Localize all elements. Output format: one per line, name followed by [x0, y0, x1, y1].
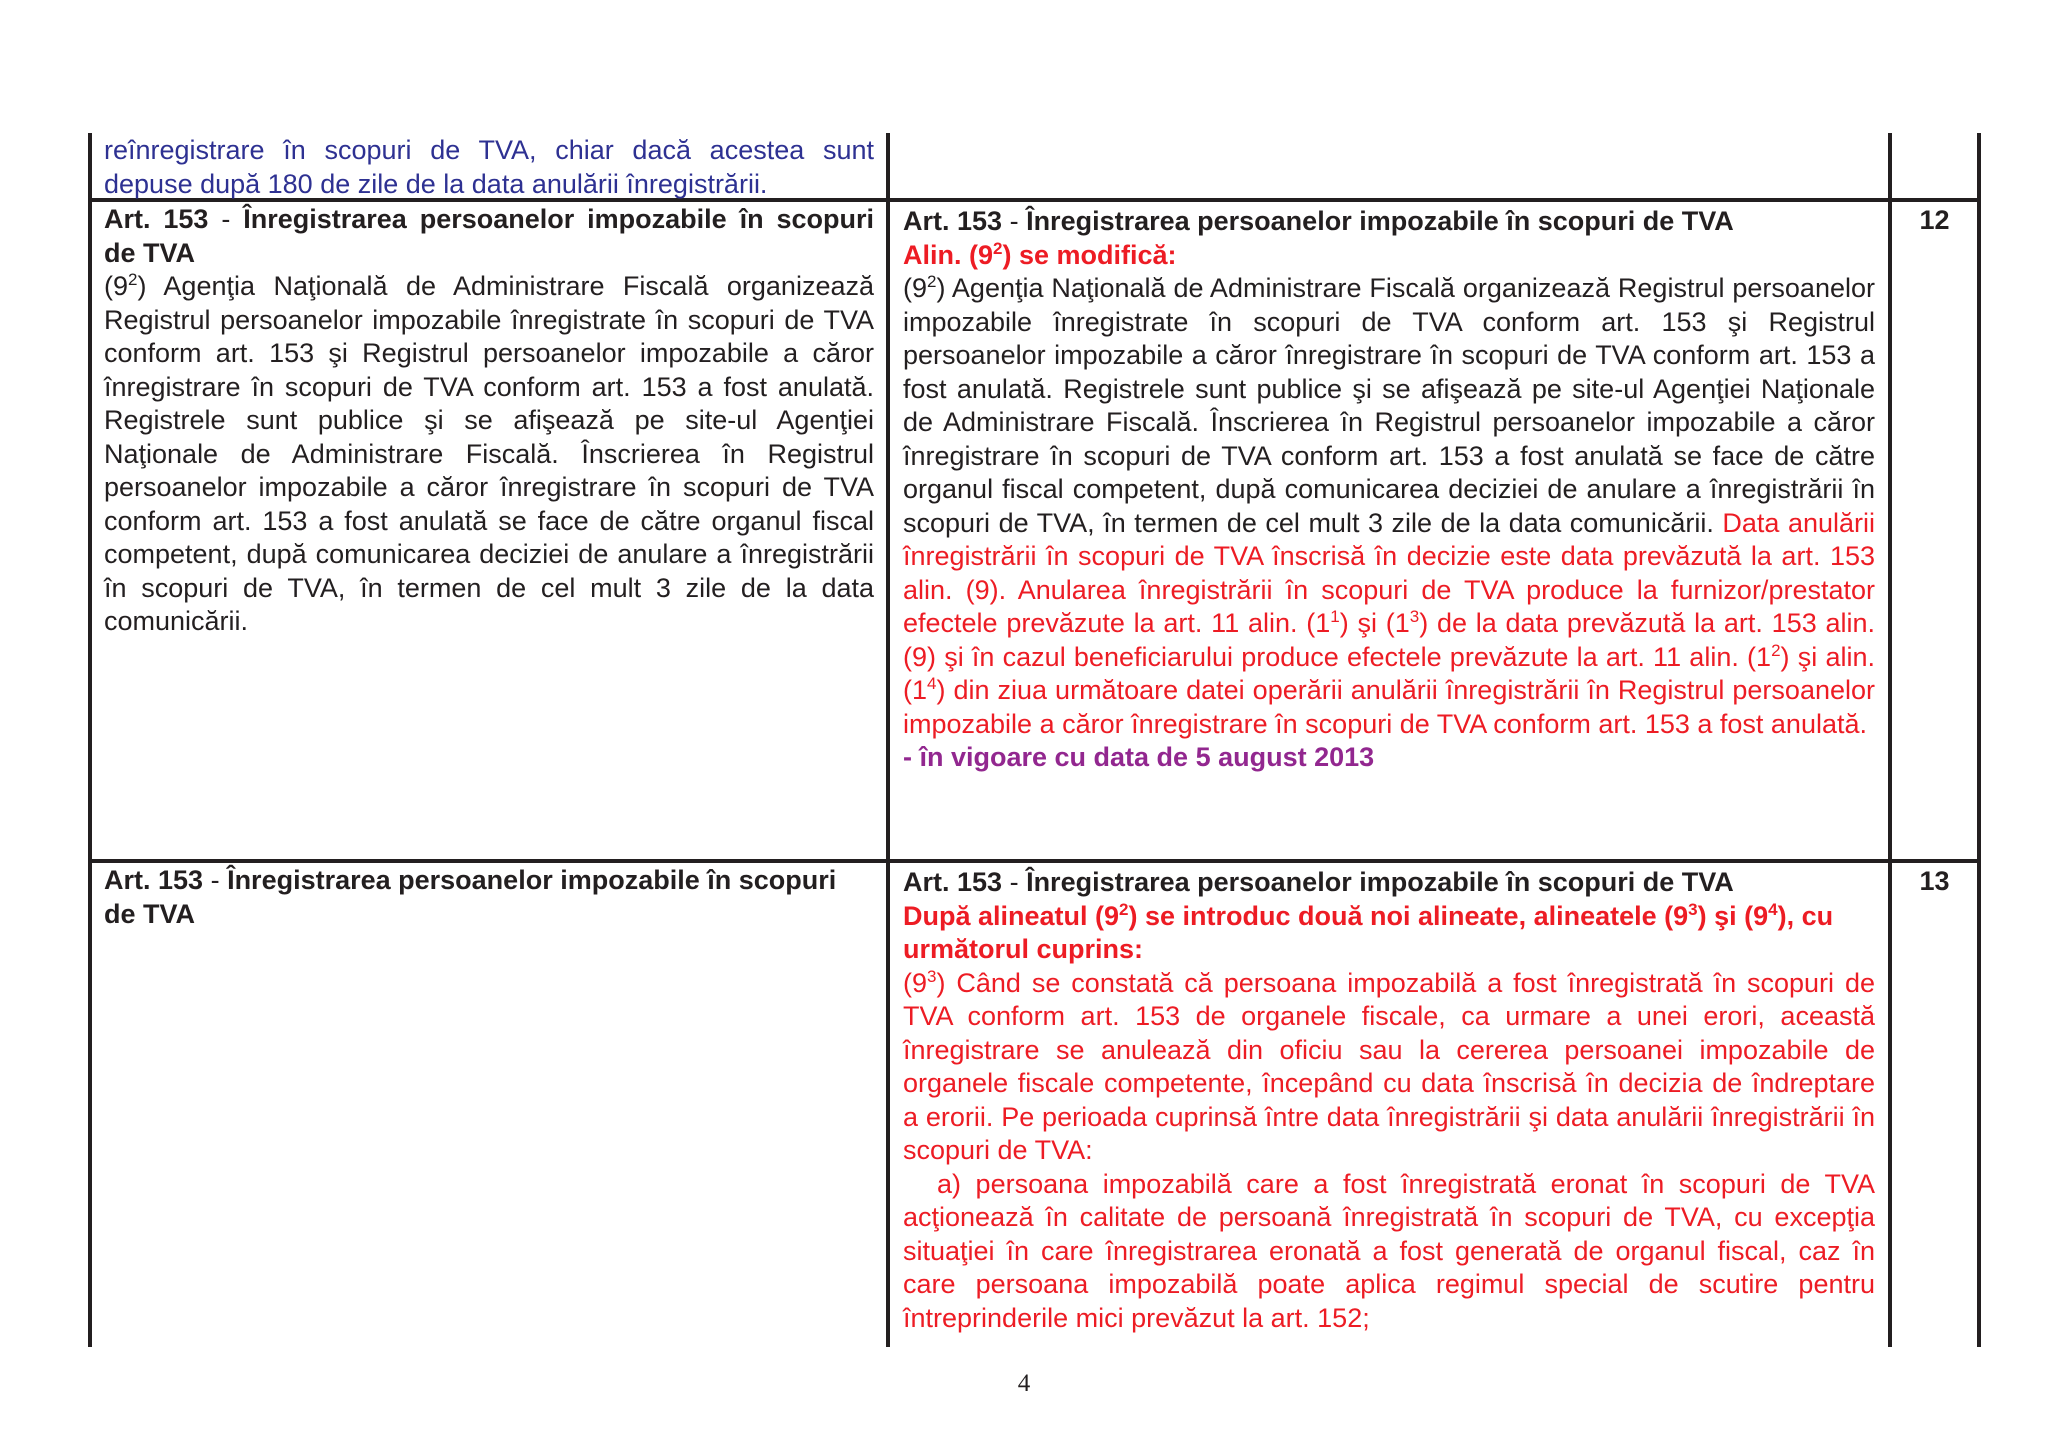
- paragraph-prefix: (9: [104, 271, 129, 301]
- article-title: Înregistrarea persoanelor impozabile în scopuri de TVA: [1026, 206, 1734, 236]
- page-number: 4: [1017, 1370, 1031, 1397]
- row0-amended-text: [890, 133, 1892, 202]
- superscript: 2: [128, 270, 138, 289]
- row1-current-heading: [104, 203, 874, 270]
- added-text: Data anulării înregistrării în scopuri de TVA înscrisă în decizie este data prevăzută la art. 153 alin. (9). Anularea înregistrării în scopuri de TVA produce la furnizor/prestator efectele prevăzute la art. 11 alin. $(1^1)$ şi $(1^3)$ de la data prevăzută la art. 153 alin. (9) şi în cazul beneficiarului produce efectele prevăzute la art. 11 alin. $(1^2)$ şi alin. $(1^4)$ din ziua următoare datei operării anulării înregistrării în Registrul persoanelor impozabile a căror înregistrare în scopuri de TVA conform art. 153 a fost anulată.: [903, 507, 1876, 739]
- article-number: Art. 153: [903, 206, 1003, 236]
- table-row: [88, 133, 1981, 202]
- row2-amended-text: [890, 863, 1892, 1347]
- row2-amended-heading: [903, 866, 1875, 900]
- article-number: Art. 153: [104, 204, 209, 234]
- amendment-instruction: După alineatul $(9^2)$ se introduc două noi alineate, alineatele $(9^3)$ şi $(9^4)$, cu următorul cuprins:: [903, 899, 1834, 964]
- article-number: Art. 153: [903, 867, 1003, 897]
- row2-current-text: [88, 863, 890, 1347]
- row2-current-heading: [104, 864, 874, 931]
- row1-current-text: [88, 202, 890, 863]
- row2-number: 13: [1892, 863, 1981, 1347]
- row1-amended-heading: [903, 205, 1875, 239]
- row1-current-paragraph: [104, 270, 874, 639]
- comparison-table: [88, 133, 1981, 1347]
- list-item: a) persoana impozabilă care a fost înregistrată eronat în scopuri de TVA acţionează în calitate de persoană înregistrată în scopuri de TVA, cu excepţia situaţiei în care înregistrarea eronată a fost generată de organul fiscal, caz în care persoana impozabilă poate aplica regimul special de scutire pentru întreprinderile mici prevăzut la art. 152;: [903, 1168, 1875, 1333]
- heading-separator: -: [1002, 206, 1027, 236]
- effective-date: - în vigoare cu data de 5 august 2013: [903, 742, 1375, 772]
- article-title: Înregistrarea persoanelor impozabile în scopuri de TVA: [1026, 867, 1734, 897]
- row0-current-text: reînregistrare în scopuri de TVA, chiar dacă acestea sunt depuse după 180 de zile de la data anulării înregistrării.: [88, 133, 890, 202]
- row2-amended-paragraph: $(9^3)$ Când se constată că persoana impozabilă a fost înregistrată în scopuri de TVA conform art. 153 de organele fiscale, ca urmare a unei erori, această înregistrare se anulează din oficiu sau la cererea persoanei impozabile de organele fiscale competente, începând cu data înscrisă în decizia de îndreptare a erorii. Pe perioada cuprinsă între data înregistrării şi data anulării înregistrării în scopuri de TVA:: [903, 966, 1875, 1165]
- article-number: Art. 153: [104, 865, 204, 895]
- heading-separator: -: [1002, 867, 1027, 897]
- row0-number: [1892, 133, 1981, 202]
- amendment-instruction: Alin. $(9^2)$ se modifică:: [903, 238, 1177, 270]
- heading-separator: -: [208, 204, 244, 234]
- paragraph-body: ) Agenţia Naţională de Administrare Fiscală organizează Registrul persoanelor impozabile înregistrate în scopuri de TVA conform art. 153 şi Registrul persoanelor impozabile a căror înregistrare în scopuri de TVA conform art. 153 a fost anulată. Registrele sunt publice şi se afişează pe site-ul Agenţiei Naţionale de Administrare Fiscală. Înscrierea în Registrul persoanelor impozabile a căror înregistrare în scopuri de TVA conform art. 153 a fost anulată se face de către organul fiscal competent, după comunicarea deciziei de anulare a înregistrării în scopuri de TVA, în termen de cel mult 3 zile de la data comunicării.: [104, 271, 874, 636]
- row1-number: 12: [1892, 202, 1981, 863]
- row1-amended-paragraph: $(9^2)$ Agenţia Naţională de Administrare Fiscală organizează Registrul persoanelor impozabile înregistrate în scopuri de TVA conform art. 153 şi Registrul persoanelor impozabile a căror înregistrare în scopuri de TVA conform art. 153 a fost anulată. Registrele sunt publice şi se afişează pe site-ul Agenţiei Naţionale de Administrare Fiscală. Înscrierea în Registrul persoanelor impozabile a căror înregistrare în scopuri de TVA conform art. 153 a fost anulată se face de către organul fiscal competent, după comunicarea deciziei de anulare a înregistrării în scopuri de TVA, în termen de cel mult 3 zile de la data comunicării. Data anulării înregistrării în scopuri de TVA înscrisă în decizie este data prevăzută la art. 153 alin. (9). Anularea înregistrării în scopuri de TVA produce la furnizor/prestator efectele prevăzute la art. 11 alin. $(1^1)$ şi $(1^3)$ de la data prevăzută la art. 153 alin. (9) şi în cazul beneficiarului produce efectele prevăzute la art. 11 alin. $(1^2)$ şi alin. $(1^4)$ din ziua următoare datei operării anulării înregistrării în Registrul persoanelor impozabile a căror înregistrare în scopuri de TVA conform art. 153 a fost anulată.: [903, 272, 1876, 739]
- table-row: [88, 202, 1981, 863]
- article-title: Înregistrarea persoanelor impozabile în scopuri de TVA: [104, 865, 837, 929]
- row1-amended-text: [890, 202, 1892, 863]
- heading-separator: -: [203, 865, 228, 895]
- table-row: [88, 863, 1981, 1347]
- article-title: Înregistrarea persoanelor impozabile în scopuri de TVA: [104, 204, 874, 268]
